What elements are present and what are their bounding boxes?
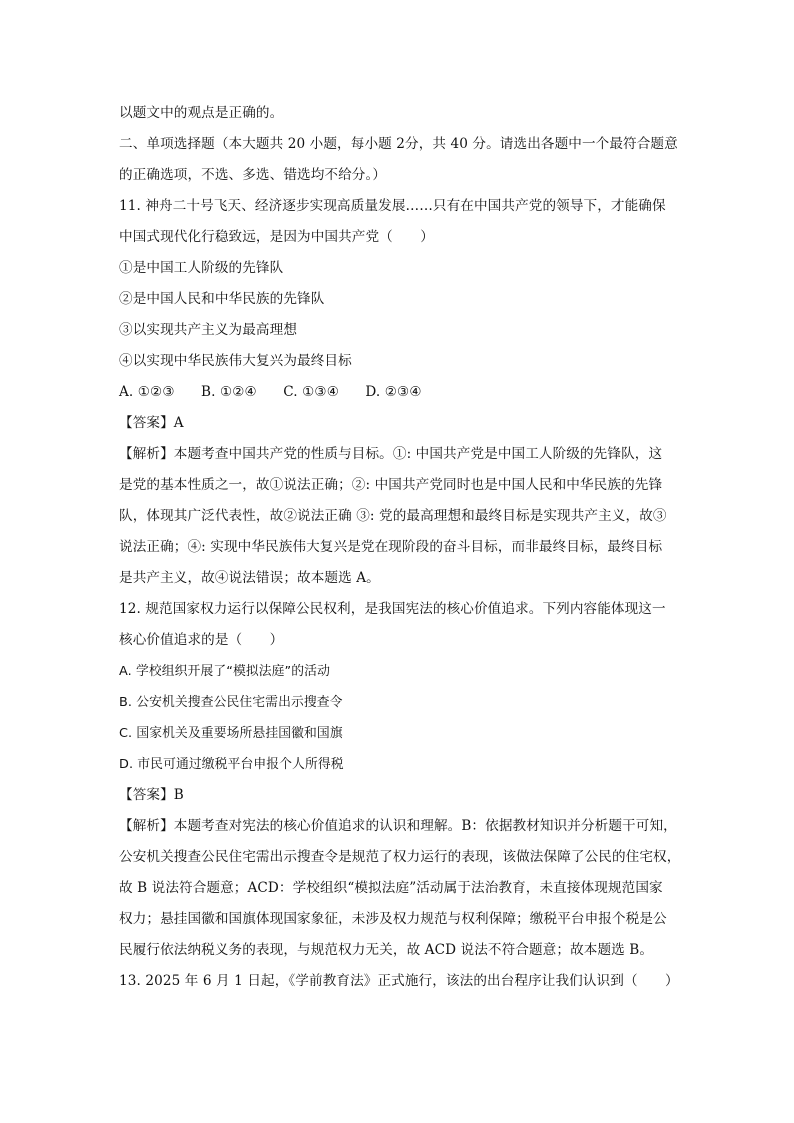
q11-option-b: B. ①②④ bbox=[201, 384, 257, 400]
question-11-stem-cont: 中国式现代化行稳致远，是因为中国共产党（ ） bbox=[119, 229, 434, 245]
q11-analysis-line: 队，体现其广泛代表性，故②说法正确 ③: 党的最高理想和最终目标是实现共产主义，故③ bbox=[119, 508, 667, 524]
q11-options bbox=[119, 377, 679, 408]
q11-statement-2: ②是中国人民和中华民族的先锋队 bbox=[119, 291, 325, 307]
question-12-stem: 12. 规范国家权力运行以保障公民权利，是我国宪法的核心价值追求。下列内容能体现这一 bbox=[119, 601, 666, 617]
question-11-stem: 11. 神舟二十号飞天、经济逐步实现高质量发展……只有在中国共产党的领导下，才能确保 bbox=[119, 198, 666, 214]
section-heading: 二、单项选择题（本大题共 20 小题，每小题 2分，共 40 分。请选出各题中一个最符合题意 bbox=[119, 136, 678, 152]
question-12-stem-cont: 核心价值追求的是（ ） bbox=[119, 632, 284, 648]
q12-option-a: A. 学校组织开展了“模拟法庭”的活动 bbox=[119, 664, 330, 679]
q12-option-c: C. 国家机关及重要场所悬挂国徽和国旗 bbox=[119, 726, 343, 741]
q11-answer: 【答案】A bbox=[119, 415, 184, 431]
q12-analysis-line: 权力；悬挂国徽和国旗体现国家象征，未涉及权力规范与权利保障；缴税平台申报个税是公 bbox=[119, 911, 667, 927]
q11-statement-4: ④以实现中华民族伟大复兴为最终目标 bbox=[119, 353, 352, 369]
q12-analysis-line: 民履行依法纳税义务的表现，与规范权力无关，故 ACD 说法不符合题意；故本题选 B。 bbox=[119, 942, 654, 958]
q12-analysis-line: 公安机关搜查公民住宅需出示搜查令是规范了权力运行的表现，该做法保障了公民的住宅权， bbox=[119, 849, 681, 865]
document-page bbox=[119, 98, 679, 997]
q12-analysis-line: 【解析】本题考查对宪法的核心价值追求的认识和理解。B：依据教材知识并分析题干可知， bbox=[119, 818, 677, 834]
q11-analysis-line: 【解析】本题考查中国共产党的性质与目标。①: 中国共产党是中国工人阶级的先锋队，这 bbox=[119, 446, 663, 462]
text-line: 以题文中的观点是正确的。 bbox=[119, 105, 284, 121]
q11-option-d: D. ②③④ bbox=[365, 384, 422, 400]
q11-statement-3: ③以实现共产主义为最高理想 bbox=[119, 322, 298, 338]
question-13-stem: 13. 2025 年 6 月 1 日起，《学前教育法》正式施行，该法的出台程序让我们认识到（ ） bbox=[119, 973, 679, 989]
q11-analysis-line: 是共产主义，故④说法错误；故本题选 A。 bbox=[119, 570, 380, 586]
q11-analysis-line: 说法正确；④: 实现中华民族伟大复兴是党在现阶段的奋斗目标，而非最终目标，最终目标 bbox=[119, 539, 663, 555]
q11-option-c: C. ①③④ bbox=[283, 384, 339, 400]
q12-option-b: B. 公安机关搜查公民住宅需出示搜查令 bbox=[119, 695, 343, 710]
section-heading-cont: 的正确选项，不选、多选、错选均不给分。） bbox=[119, 167, 387, 183]
q12-option-d: D. 市民可通过缴税平台申报个人所得税 bbox=[119, 757, 344, 772]
q12-answer: 【答案】B bbox=[119, 787, 184, 803]
q11-statement-1: ①是中国工人阶级的先锋队 bbox=[119, 260, 284, 276]
q11-analysis-line: 是党的基本性质之一，故①说法正确；②: 中国共产党同时也是中国人民和中华民族的先锋 bbox=[119, 477, 663, 493]
q12-analysis-line: 故 B 说法符合题意；ACD：学校组织“模拟法庭”活动属于法治教育，未直接体现规范国家 bbox=[119, 880, 663, 896]
q11-option-a: A. ①②③ bbox=[119, 384, 175, 400]
